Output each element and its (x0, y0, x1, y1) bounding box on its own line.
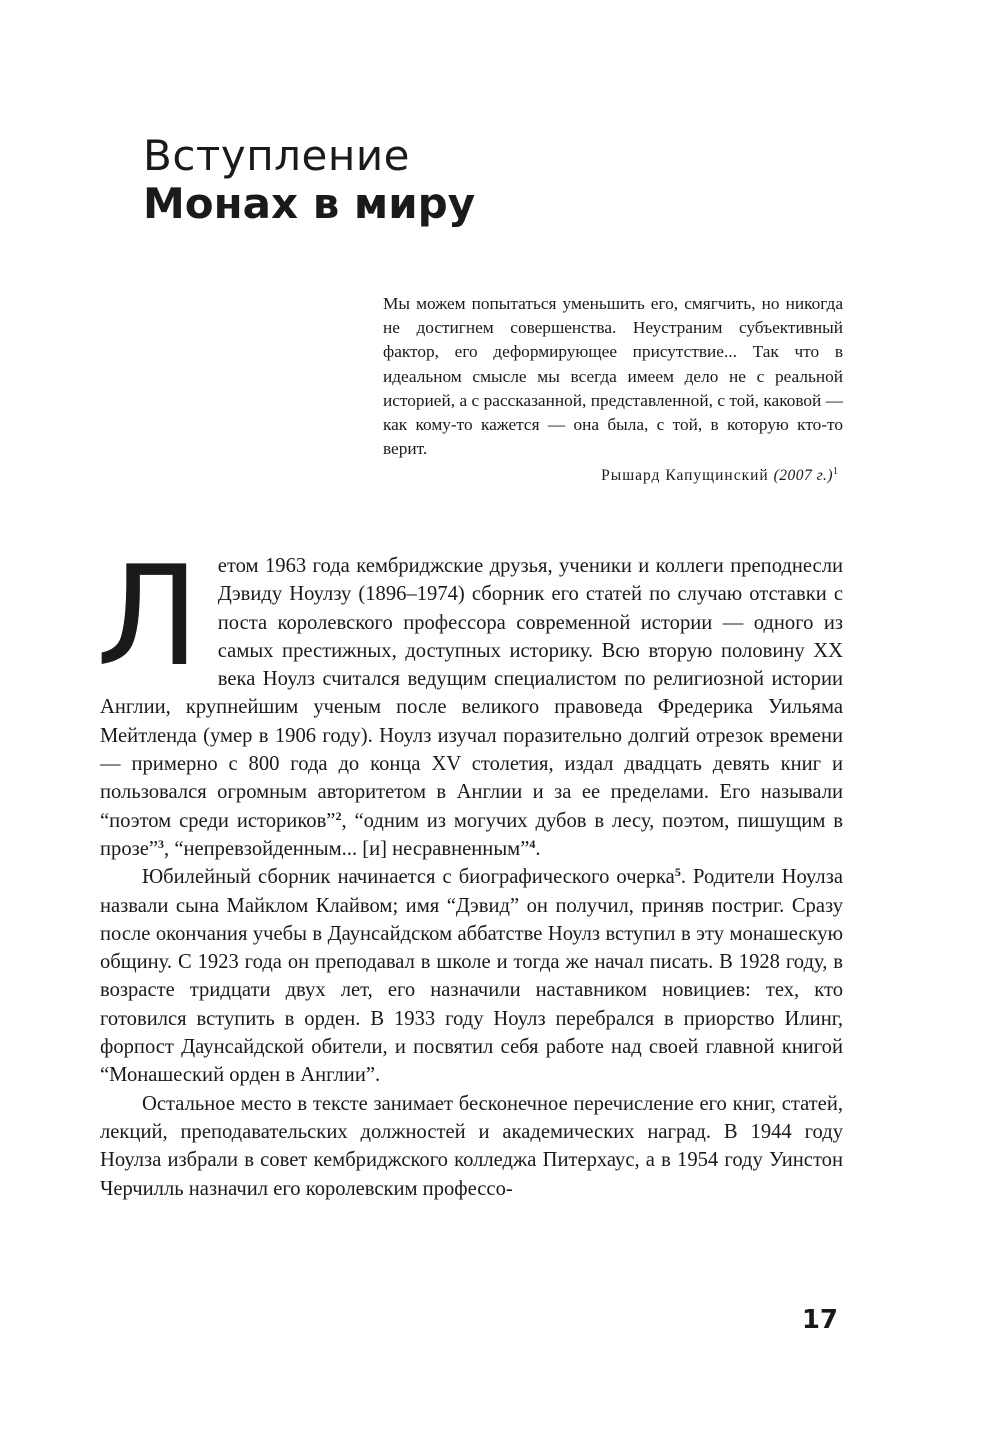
paragraph-text: Остальное место в тексте занимает бесконечное перечисление его книг, статей, лекций, преподавательских должностей и академических наград. В 1944 году Ноулза избрали в совет кембриджского колледжа Питерхаус, а в 1954 году Уинстон Черчилль назначил его королевским профессо- (100, 1092, 843, 1200)
paragraph-text: Юбилейный сборник начинается с биографического очерка (142, 866, 675, 889)
body-text (96, 536, 843, 1203)
paragraph (96, 536, 843, 863)
drop-cap: Л (96, 536, 200, 697)
paragraph-text: етом 1963 года кембриджские друзья, ученики и коллеги преподнесли Дэвиду Ноулзу (1896–1974) сборник его статей по случаю отставки с поста королевского профессора современной истории — одного из самых престижных, доступных историку. Всю вторую половину XX века Ноулз считался ведущим специалистом по религиозной истории Англии, крупнейшим ученым после великого правоведа Фредерика Уильяма Мейтленда (умер в 1906 году). Ноулз изучал поразительно долгий отрезок времени — примерно с 800 года до конца XV столетия, издал двадцать девять книг и пользовался огромным авторитетом в Англии и за ее пределами. Его называли “поэтом среди историков” (100, 555, 843, 832)
paragraph (100, 1090, 843, 1203)
epigraph-text: Мы можем попытаться уменьшить его, смягчить, но никогда не достигнем совершенства. Неустраним субъективный фактор, его деформирующее присутствие... Так что в идеальном смысле мы всегда имеем дело не с реальной историей, а с рассказанной, представленной, с той, каковой — как кому-то кажется — она была, с той, в которую кто-то верит. (383, 294, 843, 459)
epigraph-source (383, 460, 838, 488)
footnote-ref[interactable]: 1 (833, 466, 838, 477)
paragraph-text: , “одним из могучих дубов в лесу, поэтом, пишущим в прозе” (100, 809, 843, 860)
page-number: 17 (801, 1305, 838, 1335)
paragraph-text: . Родители Ноулза назвали сына Майклом Клайвом; имя “Дэвид” он получил, приняв постриг. Сразу после окончания учебы в Даунсайдском аббатстве Ноулз вступил в эту монашескую общину. С 1923 года он преподавал в школе и тогда же начал писать. В 1928 году, в возрасте тридцати двух лет, его назначили наставником новициев: тех, кто готовился вступить в орден. В 1933 году Ноулз перебрался в приорство Илинг, форпост Даунсайдской обители, и посвятил себя работе над своей главной книгой “Монашеский орден в Англии”. (100, 866, 843, 1087)
chapter-label: Вступление (143, 131, 410, 180)
footnote-ref[interactable]: 3 (158, 836, 165, 851)
paragraph (100, 863, 843, 1089)
footnote-ref[interactable]: 4 (529, 836, 536, 851)
paragraph-text: . (535, 837, 541, 860)
footnote-ref[interactable]: 2 (335, 808, 342, 823)
paragraph-text: , “непревзойденным... [и] несравненным” (164, 837, 530, 860)
epigraph (383, 292, 843, 461)
epigraph-author: Рышард Капущинский (601, 467, 769, 484)
footnote-ref[interactable]: 5 (674, 865, 681, 880)
chapter-title: Монах в миру (143, 179, 476, 228)
epigraph-year: (2007 г.) (773, 467, 833, 484)
